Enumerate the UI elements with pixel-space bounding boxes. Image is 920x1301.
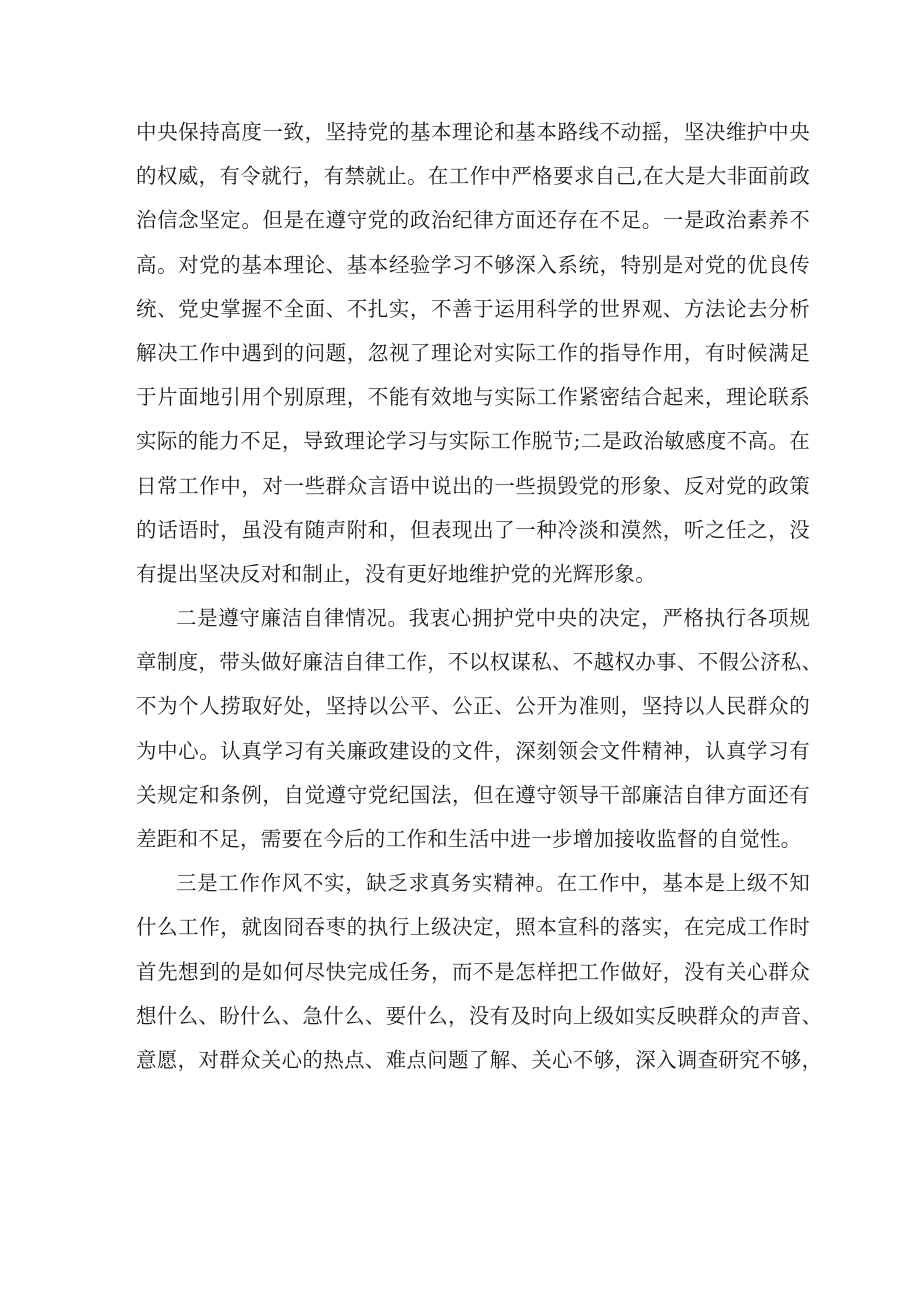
text-line: 什么工作，就囱冏吞枣的执行上级决定，照本宣科的落实，在完成工作时 — [136, 915, 810, 940]
text-line: 意愿，对群众关心的热点、难点问题了解、关心不够，深入调查研究不够， — [136, 1047, 823, 1072]
text-line: 想什么、盼什么、急什么、要什么，没有及时向上级如实反映群众的声音、 — [136, 1003, 823, 1028]
paragraph-2 — [136, 596, 823, 861]
text-line: 首先想到的是如何尽快完成任务，而不是怎样把工作做好，没有关心群众 — [136, 959, 810, 984]
text-line: 差距和不足，需要在今后的工作和生活中进一步增加接收监督的自觉性。 — [136, 827, 802, 851]
text-line: 于片面地引用个别原理，不能有效地与实际工作紧密结合起来，理论联系 — [136, 385, 810, 410]
text-line: 中央保持高度一致，坚持党的基本理论和基本路线不动摇，坚决维护中央 — [136, 120, 810, 144]
text-line: 高。对党的基本理论、基本经验学习不够深入系统，特别是对党的优良传 — [136, 252, 810, 277]
text-line: 日常工作中，对一些群众言语中说出的一些损毁党的形象、反对党的政策 — [136, 473, 810, 498]
paragraph-3 — [136, 861, 823, 1082]
text-line: 三是工作作风不实，缺乏求真务实精神。在工作中，基本是上级不知 — [176, 871, 810, 896]
text-line: 有提出坚决反对和制止，没有更好地维护党的光辉形象。 — [136, 561, 656, 586]
text-line: 为中心。认真学习有关廉政建设的文件，深刻领会文件精神，认真学习有 — [136, 738, 810, 763]
text-line: 治信念坚定。但是在遵守党的政治纪律方面还存在不足。一是政治素养不 — [136, 208, 810, 233]
text-line: 解决工作中遇到的问题，忽视了理论对实际工作的指导作用，有时候满足 — [136, 340, 810, 365]
text-line: 实际的能力不足，导致理论学习与实际工作脱节;二是政治敏感度不高。在 — [136, 429, 810, 454]
text-line: 不为个人捞取好处，坚持以公平、公正、公开为准则，坚持以人民群众的 — [136, 694, 810, 719]
text-line: 的权威，有令就行，有禁就止。在工作中严格要求自己,在大是大非面前政 — [136, 164, 810, 189]
text-line: 的话语时，虽没有随声附和，但表现出了一种冷淡和漠然，听之任之，没 — [136, 517, 810, 542]
text-line: 章制度，带头做好廉洁自律工作，不以权谋私、不越权办事、不假公济私、 — [136, 650, 823, 675]
text-line: 关规定和条例，自觉遵守党纪国法，但在遵守领导干部廉洁自律方面还有 — [136, 782, 810, 807]
paragraph-1 — [136, 110, 810, 596]
text-line: 统、党史掌握不全面、不扎实，不善于运用科学的世界观、方法论去分析 — [136, 296, 810, 321]
text-line: 二是遵守廉洁自律情况。我衷心拥护党中央的决定，严格执行各项规 — [176, 606, 810, 631]
